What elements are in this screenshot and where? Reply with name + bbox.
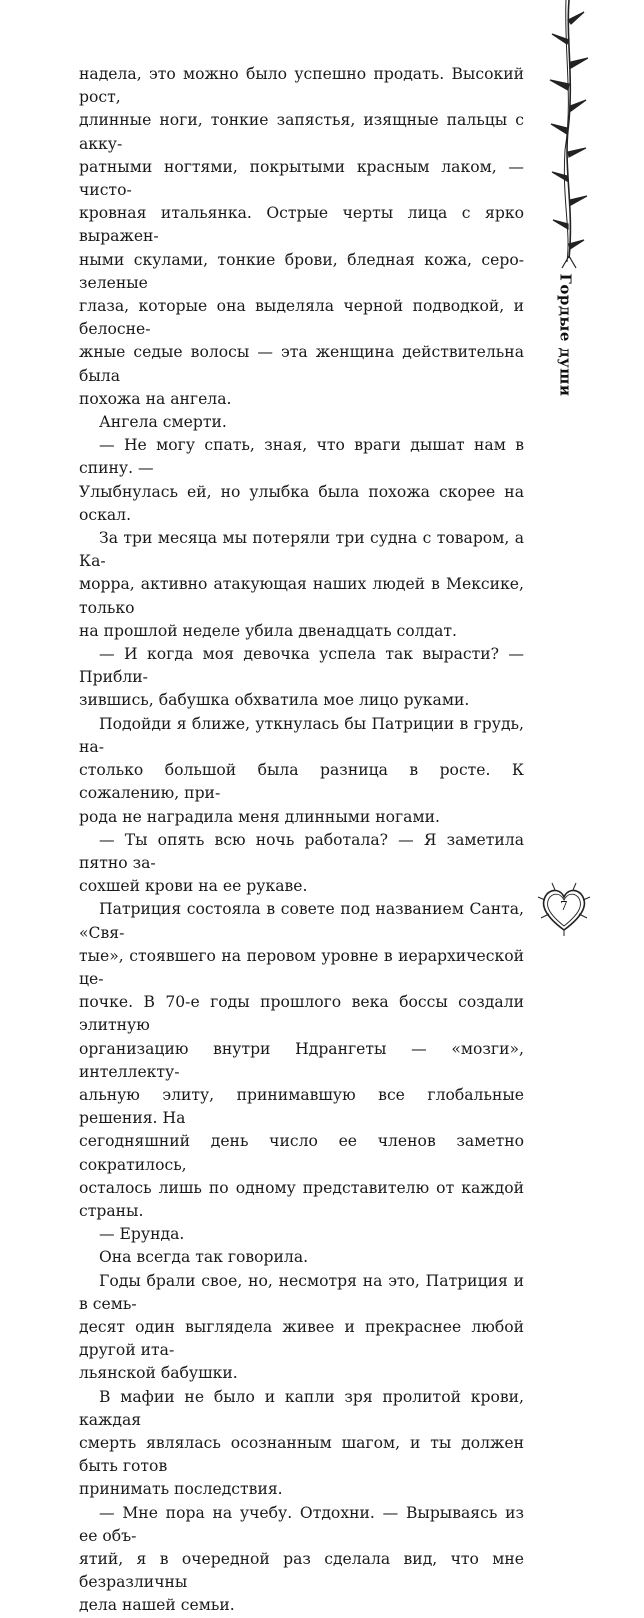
text-line: — Не могу спать, зная, что враги дышат нам в спину. — xyxy=(79,436,524,478)
text-line: рода не наградила меня длинными ногами. xyxy=(79,807,440,826)
text-line: десят один выглядела живее и прекраснее любой другой ита- xyxy=(79,1317,524,1360)
text-line: ратными ногтями, покрытыми красным лаком, — чисто- xyxy=(79,157,524,200)
body-text xyxy=(79,63,524,1618)
text-line: длинные ноги, тонкие запястья, изящные пальцы с акку- xyxy=(79,111,524,153)
text-line: Подойди я ближе, уткнулась бы Патриции в грудь, на- xyxy=(79,714,524,756)
text-line: За три месяца мы потеряли три судна с товаром, а Ка- xyxy=(79,529,524,571)
text-line: надела, это можно было успешно продать. Высокий рост, xyxy=(79,65,524,107)
text-line: зившись, бабушка обхватила мое лицо руками. xyxy=(79,691,470,710)
text-line: смерть являлась осознанным шагом, и ты должен быть готов xyxy=(79,1433,524,1476)
text-line: на прошлой неделе убила двенадцать солдат. xyxy=(79,621,458,640)
text-line: альную элиту, принимавшую все глобальные решения. На xyxy=(79,1085,524,1128)
text-line: Улыбнулась ей, но улыбка была похожа скорее на оскал. xyxy=(79,482,524,524)
text-line: осталось лишь по одному представителю от каждой страны. xyxy=(79,1178,524,1220)
text-line: сохшей крови на ее рукаве. xyxy=(79,877,308,896)
text-line: дела нашей семьи. xyxy=(79,1596,235,1615)
text-line: морра, активно атакующая наших людей в Мексике, только xyxy=(79,575,524,617)
text-line: — И когда моя девочка успела так вырасти? — Прибли- xyxy=(79,645,524,687)
text-line: Годы брали свое, но, несмотря на это, Патриция и в семь- xyxy=(79,1271,524,1313)
text-line: жные седые волосы — эта женщина действительна была xyxy=(79,343,524,385)
thorny-vine-ornament xyxy=(544,0,594,270)
text-line: Ангела смерти. xyxy=(99,413,227,432)
text-line: Она всегда так говорила. xyxy=(99,1248,309,1267)
text-line: кровная итальянка. Острые черты лица с ярко выражен- xyxy=(79,204,524,246)
text-line: — Ерунда. xyxy=(99,1225,185,1244)
text-line: В мафии не было и капли зря пролитой крови, каждая xyxy=(79,1387,524,1429)
text-line: принимать последствия. xyxy=(79,1480,283,1499)
text-line: сегодняшний день число ее членов заметно сократилось, xyxy=(79,1132,524,1174)
text-line: ятий, я в очередной раз сделала вид, что мне безразличны xyxy=(79,1550,524,1592)
text-line: ными скулами, тонкие брови, бледная кожа, серо-зеленые xyxy=(79,250,524,292)
text-line: тые», стоявшего на перовом уровне в иерархической це- xyxy=(79,946,524,988)
page-number: 7 xyxy=(560,899,568,913)
text-line: — Мне пора на учебу. Отдохни. — Вырываясь из ее объ- xyxy=(79,1503,524,1545)
text-line: организацию внутри Ндрангеты — «мозги», интеллекту- xyxy=(79,1039,524,1081)
text-line: похожа на ангела. xyxy=(79,389,232,408)
running-head-text: Гордые души xyxy=(556,273,574,397)
text-line: льянской бабушки. xyxy=(79,1364,238,1383)
text-line: почке. В 70-е годы прошлого века боссы создали элитную xyxy=(79,993,524,1035)
text-line: столько большой была разница в росте. К сожалению, при- xyxy=(79,761,524,803)
text-line: Патриция состояла в совете под названием Санта, «Свя- xyxy=(79,900,524,942)
text-line: глаза, которые она выделяла черной подводкой, и белосне- xyxy=(79,297,524,339)
running-head xyxy=(553,275,577,395)
text-line: — Ты опять всю ночь работала? — Я заметила пятно за- xyxy=(79,830,524,872)
